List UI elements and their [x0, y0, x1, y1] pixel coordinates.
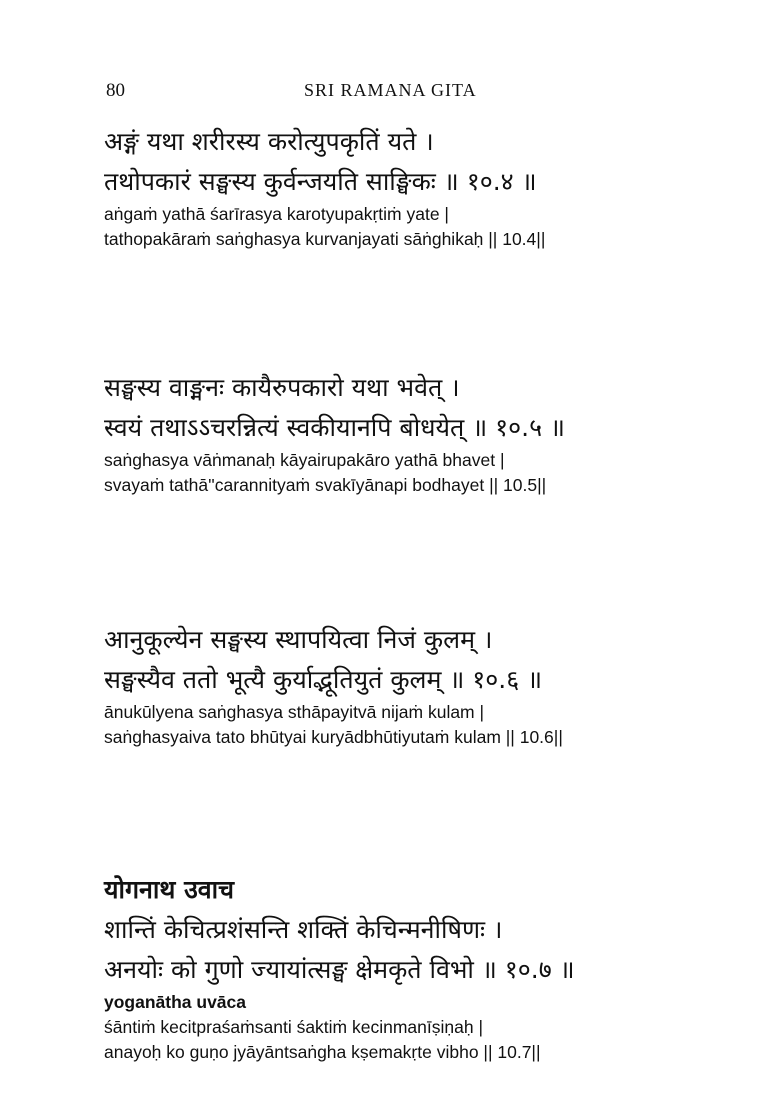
devanagari-line: अनयोः को गुणो ज्यायांत्सङ्घ क्षेमकृते विभो ॥ १०.७ ॥ — [104, 955, 575, 984]
devanagari-line: स्वयं तथाऽऽचरन्नित्यं स्वकीयानपि बोधयेत् ॥ १०.५ ॥ — [104, 413, 566, 442]
transliteration-line: aṅgaṁ yathā śarīrasya karotyupakṛtiṁ yate | — [104, 204, 449, 224]
verse-10-5 — [104, 368, 724, 498]
devanagari-line: अङ्गं यथा शरीरस्य करोत्युपकृतिं यते । — [104, 127, 434, 156]
transliteration-line: saṅghasyaiva tato bhūtyai kuryādbhūtiyutaṁ kulam || 10.6|| — [104, 727, 563, 747]
verse-10-7 — [104, 870, 724, 1065]
devanagari-line: सङ्घस्य वाङ्मनः कायैरुपकारो यथा भवेत् । — [104, 373, 460, 402]
devanagari-line: तथोपकारं सङ्घस्य कुर्वन्जयति साङ्घिकः ॥ १०.४ ॥ — [104, 167, 537, 196]
devanagari-line: शान्तिं केचित्प्रशंसन्ति शक्तिं केचिन्मनीषिणः । — [104, 915, 503, 944]
transliteration-line: svayaṁ tathā''carannityaṁ svakīyānapi bodhayet || 10.5|| — [104, 475, 547, 495]
page-number: 80 — [106, 80, 125, 101]
speaker-heading-transliteration: yoganātha uvāca — [104, 992, 246, 1012]
devanagari-line: आनुकूल्येन सङ्घस्य स्थापयित्वा निजं कुलम् । — [104, 625, 493, 654]
transliteration-line: saṅghasya vāṅmanaḥ kāyairupakāro yathā bhavet | — [104, 450, 505, 470]
transliteration-line: tathopakāraṁ saṅghasya kurvanjayati sāṅghikaḥ || 10.4|| — [104, 229, 546, 249]
running-head: SRI RAMANA GITA — [304, 80, 477, 100]
transliteration-line: ānukūlyena saṅghasya sthāpayitvā nijaṁ kulam | — [104, 702, 485, 722]
verse-10-6 — [104, 620, 724, 750]
transliteration-line: śāntiṁ kecitpraśaṁsanti śaktiṁ kecinmanīṣiṇaḥ | — [104, 1017, 483, 1037]
verse-10-4 — [104, 122, 724, 252]
speaker-heading-devanagari: योगनाथ उवाच — [104, 875, 235, 904]
devanagari-line: सङ्घस्यैव ततो भूत्यै कुर्याद्भूतियुतं कुलम् ॥ १०.६ ॥ — [104, 665, 543, 694]
transliteration-line: anayoḥ ko guṇo jyāyāntsaṅgha kṣemakṛte vibho || 10.7|| — [104, 1042, 541, 1062]
